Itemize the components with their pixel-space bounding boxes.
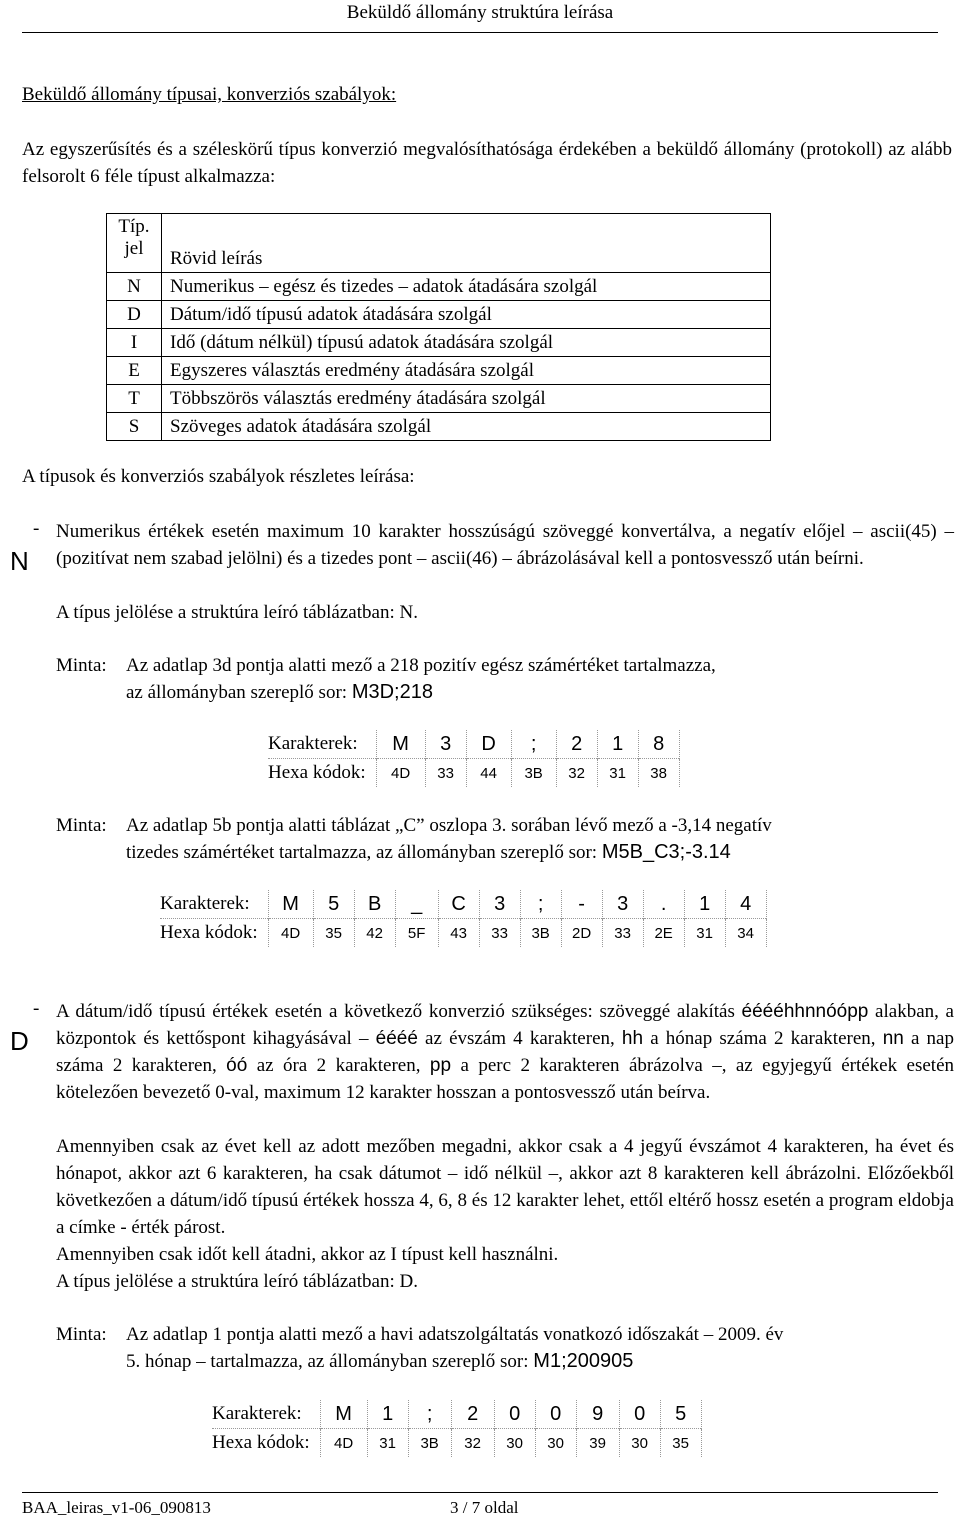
- hex-cell: 43: [438, 919, 479, 948]
- sample-code: M5B_C3;-3.14: [601, 841, 731, 863]
- type-letter-n: N: [10, 546, 29, 576]
- type-desc: Dátum/idő típusú adatok átadására szolgál: [162, 301, 771, 329]
- hex-row-label: Hexa kódok:: [160, 919, 268, 948]
- type-table-row: [107, 385, 771, 413]
- type-code: T: [107, 385, 162, 413]
- text-run: A dátum/idő típusú értékek esetén a következő konverzió szükséges: szöveggé alakítás: [56, 1001, 742, 1022]
- char-cell: 5: [660, 1400, 701, 1429]
- text-run: a nap száma 2 karakteren,: [56, 1028, 954, 1076]
- details-title: A típusok és konverziós szabályok részletes leírása:: [22, 466, 415, 487]
- sample-label: Minta:: [56, 1324, 107, 1345]
- hex-cell: 35: [313, 919, 354, 948]
- n-sample-2-char-table: [160, 890, 767, 947]
- chars-row-label: Karakterek:: [212, 1403, 302, 1424]
- type-desc: Szöveges adatok átadására szolgál: [162, 413, 771, 441]
- header-code-line-1: Típ.: [118, 216, 150, 237]
- char-cell: M: [320, 1400, 367, 1429]
- page-header-title: Beküldő állomány struktúra leírása: [346, 2, 614, 23]
- char-cell: _: [395, 890, 438, 919]
- char-cell: 1: [684, 890, 725, 919]
- type-table-row: [107, 301, 771, 329]
- text-run: a hónap száma 2 karakteren,: [643, 1028, 883, 1049]
- footer-divider: [22, 1492, 938, 1493]
- text-run: az évszám 4 karakteren,: [417, 1028, 622, 1049]
- char-cell: 0: [494, 1400, 535, 1429]
- type-table-header-code: [107, 214, 162, 273]
- hex-cell: 31: [367, 1429, 408, 1458]
- type-code: E: [107, 357, 162, 385]
- hex-cell: 42: [354, 919, 395, 948]
- sample-label: Minta:: [56, 655, 107, 676]
- sample-text: 5. hónap – tartalmazza, az állományban szereplő sor:: [126, 1351, 534, 1372]
- header-divider: [22, 32, 938, 33]
- hex-cell: 39: [576, 1429, 619, 1458]
- char-cell: 3: [425, 730, 466, 759]
- sample-text: Az adatlap 3d pontja alatti mező a 218 pozitív egész számértéket tartalmazza,: [126, 655, 716, 676]
- hex-cell: 33: [425, 759, 466, 788]
- text-run: alakban, a központok és kettőspont kihagyásával –: [56, 1001, 954, 1049]
- type-code: S: [107, 413, 162, 441]
- format-code: nn: [882, 1028, 904, 1049]
- char-cell: 3: [479, 890, 520, 919]
- char-cell: 1: [367, 1400, 408, 1429]
- hex-cell: 31: [684, 919, 725, 948]
- hex-cell: 2D: [561, 919, 602, 948]
- hex-cell: 3B: [408, 1429, 451, 1458]
- type-code: N: [107, 273, 162, 301]
- footer-document-id: BAA_leiras_v1-06_090813: [22, 1498, 211, 1517]
- hex-cell: 35: [660, 1429, 701, 1458]
- hex-cell: 34: [725, 919, 766, 948]
- hex-cell: 5F: [395, 919, 438, 948]
- format-code: ééééhhnnóópp: [741, 1001, 869, 1022]
- char-cell: ;: [520, 890, 561, 919]
- hex-row-label: Hexa kódok:: [268, 759, 376, 788]
- sample-text: az állományban szereplő sor:: [126, 682, 352, 703]
- char-cell: D: [466, 730, 511, 759]
- hex-cell: 3B: [520, 919, 561, 948]
- type-code: I: [107, 329, 162, 357]
- char-cell: 3: [602, 890, 643, 919]
- format-code: hh: [621, 1028, 644, 1049]
- sample-text: Az adatlap 5b pontja alatti táblázat „C” oszlopa 3. sorában lévő mező a -3,14 negatív: [126, 815, 772, 836]
- section-title: Beküldő állomány típusai, konverziós szabályok:: [22, 84, 397, 105]
- type-desc: Numerikus – egész és tizedes – adatok átadására szolgál: [162, 273, 771, 301]
- hex-cell: 33: [602, 919, 643, 948]
- char-cell: M: [376, 730, 425, 759]
- type-table: [106, 213, 771, 441]
- format-code: óó: [226, 1055, 248, 1076]
- text-run: az óra 2 karakteren,: [247, 1055, 430, 1076]
- char-cell: 8: [638, 730, 679, 759]
- type-table-row: [107, 329, 771, 357]
- char-cell: M: [268, 890, 313, 919]
- hex-cell: 30: [494, 1429, 535, 1458]
- text-run: a perc 2 karakteren ábrázolva –, az egyjegyű értékek esetén kötelezően bevezető 0-val, maximum 12 karakter hosszan a pontosvessző után beírva.: [56, 1055, 954, 1103]
- char-cell: C: [438, 890, 479, 919]
- d-type-note: A típus jelölése a struktúra leíró táblázatban: D.: [56, 1271, 418, 1292]
- hex-cell: 2E: [643, 919, 684, 948]
- char-cell: 2: [556, 730, 597, 759]
- char-cell: B: [354, 890, 395, 919]
- format-code: éééé: [375, 1028, 418, 1049]
- char-cell: ;: [408, 1400, 451, 1429]
- sample-text: tizedes számértéket tartalmazza, az állományban szereplő sor:: [126, 842, 602, 863]
- intro-paragraph: Az egyszerűsítés és a széleskörű típus konverzió megvalósíthatósága érdekében a beküldő állomány (protokoll) az alább felsorolt 6 féle típust alkalmazza:: [22, 139, 952, 187]
- char-cell: 9: [576, 1400, 619, 1429]
- type-table-header-desc: Rövid leírás: [170, 248, 263, 269]
- d-sample: [56, 1321, 954, 1375]
- bullet-dash: -: [33, 518, 40, 539]
- char-cell: 5: [313, 890, 354, 919]
- hex-cell: 4D: [320, 1429, 367, 1458]
- hex-cell: 30: [619, 1429, 660, 1458]
- chars-row-label: Karakterek:: [268, 733, 358, 754]
- footer-page-number: 3 / 7 oldal: [450, 1498, 519, 1517]
- d-sample-char-table: [212, 1400, 702, 1457]
- hex-cell: 3B: [511, 759, 556, 788]
- chars-row-label: Karakterek:: [160, 893, 250, 914]
- type-desc: Többszörös választás eredmény átadására szolgál: [162, 385, 771, 413]
- bullet-dash: -: [33, 998, 40, 1019]
- hex-cell: 33: [479, 919, 520, 948]
- n-description: Numerikus értékek esetén maximum 10 karakter hosszúságú szöveggé konvertálva, a negatív előjel – ascii(45) – (pozitívat nem szabad jelölni) és a tizedes pont – ascii(46) – ábrázolásával kell a pontosvessző után beírni.: [56, 521, 954, 569]
- n-sample-2: [56, 812, 954, 866]
- type-table-row: [107, 357, 771, 385]
- hex-cell: 32: [556, 759, 597, 788]
- hex-cell: 30: [535, 1429, 576, 1458]
- char-cell: ;: [511, 730, 556, 759]
- hex-cell: 4D: [376, 759, 425, 788]
- hex-cell: 31: [597, 759, 638, 788]
- char-cell: .: [643, 890, 684, 919]
- format-code: pp: [429, 1055, 452, 1076]
- d-paragraph-3: Amennyiben csak időt kell átadni, akkor az I típust kell használni.: [56, 1244, 559, 1265]
- type-table-row: [107, 413, 771, 441]
- hex-cell: 44: [466, 759, 511, 788]
- type-code: D: [107, 301, 162, 329]
- char-cell: 2: [451, 1400, 494, 1429]
- sample-text: Az adatlap 1 pontja alatti mező a havi adatszolgáltatás vonatkozó időszakát – 2009. év: [126, 1324, 784, 1345]
- d-description: [56, 998, 954, 1106]
- type-desc: Idő (dátum nélkül) típusú adatok átadására szolgál: [162, 329, 771, 357]
- hex-cell: 32: [451, 1429, 494, 1458]
- sample-code: M1;200905: [533, 1350, 634, 1372]
- hex-cell: 4D: [268, 919, 313, 948]
- header-code-line-2: jel: [124, 238, 144, 259]
- n-type-note: A típus jelölése a struktúra leíró táblázatban: N.: [56, 602, 418, 623]
- hex-row-label: Hexa kódok:: [212, 1429, 320, 1458]
- sample-code: M3D;218: [351, 681, 433, 703]
- type-table-row: [107, 273, 771, 301]
- n-sample-1: [56, 652, 954, 706]
- char-cell: -: [561, 890, 602, 919]
- char-cell: 0: [535, 1400, 576, 1429]
- char-cell: 1: [597, 730, 638, 759]
- d-paragraph-2: Amennyiben csak az évet kell az adott mezőben megadni, akkor csak a 4 jegyű évszámot 4 karakteren, ha évet és hónapot, akkor azt 6 karakteren, ha csak dátumot – idő nélkül –, akkor azt 8 karakteren kell ábrázolni. Előzőekből következően a dátum/idő típusú értékek hossza 4, 6, 8 és 12 karakter lehet, ettől eltérő hossz esetén a program eldobja a címke - érték párost.: [56, 1136, 954, 1238]
- char-cell: 0: [619, 1400, 660, 1429]
- sample-label: Minta:: [56, 815, 107, 836]
- n-sample-1-char-table: [268, 730, 680, 787]
- hex-cell: 38: [638, 759, 679, 788]
- type-letter-d: D: [10, 1026, 29, 1056]
- type-desc: Egyszeres választás eredmény átadására szolgál: [162, 357, 771, 385]
- char-cell: 4: [725, 890, 766, 919]
